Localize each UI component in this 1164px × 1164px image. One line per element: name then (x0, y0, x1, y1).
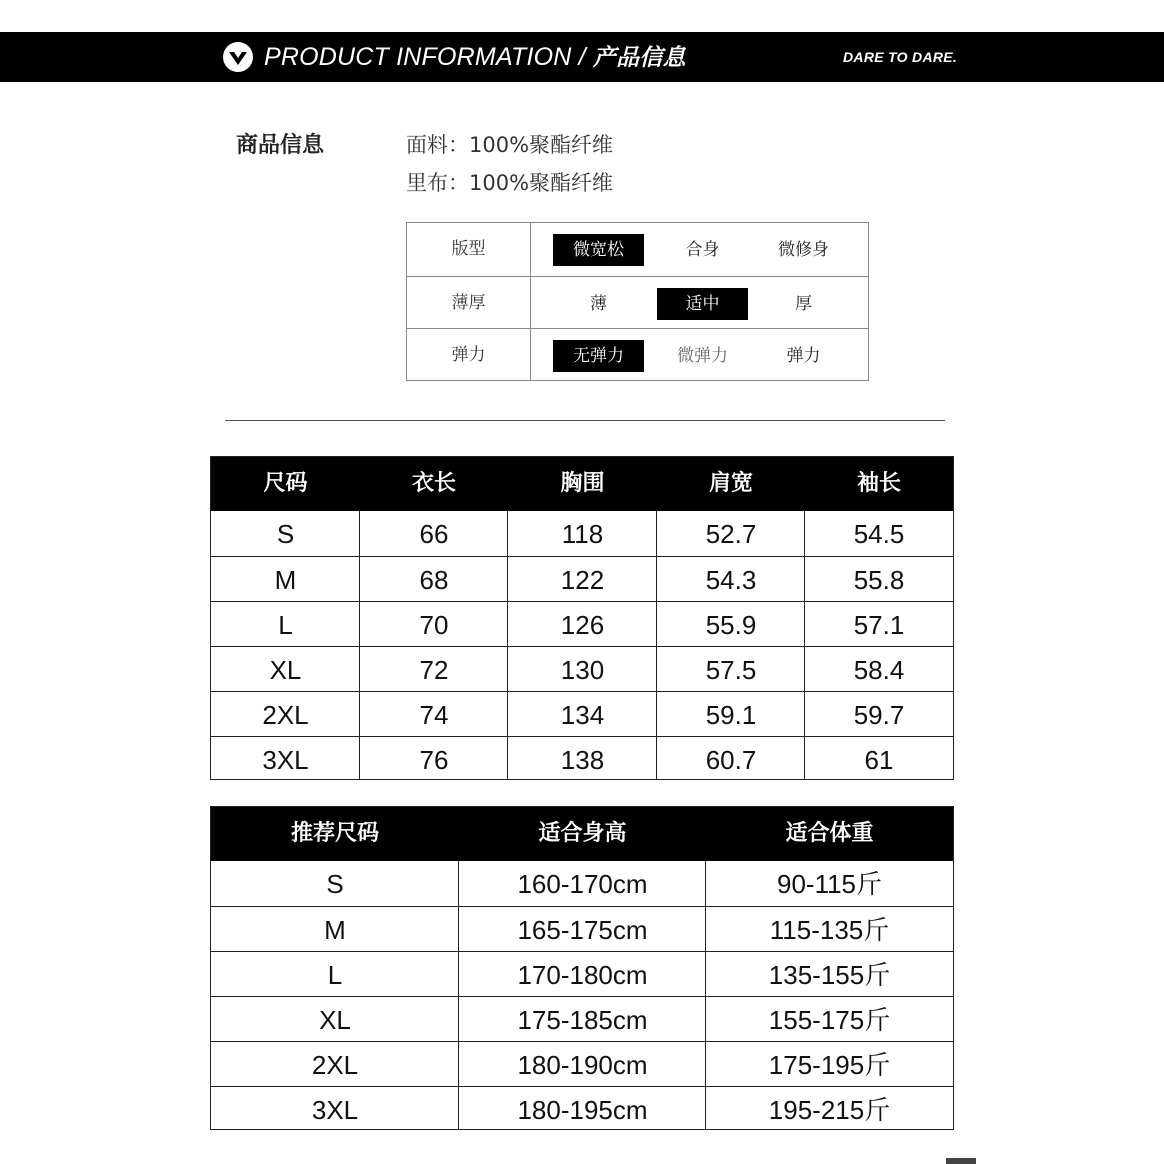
table-column-divider (458, 861, 459, 1129)
table-cell: 59.1 (705, 700, 757, 730)
size-table-header-cell: 尺码 (263, 471, 308, 496)
table-cell: 130 (560, 655, 605, 685)
table-row (211, 646, 953, 691)
attribute-label: 薄厚 (451, 293, 486, 313)
table-column-divider (507, 511, 508, 779)
table-cell: 3XL (311, 1095, 359, 1125)
table-cell: 54.3 (705, 565, 757, 595)
table-cell: 2XL (262, 700, 309, 730)
table-row (211, 906, 953, 951)
table-cell: 59.7 (853, 700, 905, 730)
table-cell: 118 (561, 519, 604, 549)
table-cell: 160-170cm (517, 869, 648, 899)
table-cell: 60.7 (705, 745, 757, 775)
table-cell: 74 (419, 700, 449, 730)
info-heading: 商品信息 (236, 133, 325, 158)
attribute-row-elasticity (407, 328, 868, 380)
table-row (211, 556, 953, 601)
attribute-row-fit (407, 223, 868, 275)
table-cell: 165-175cm (517, 915, 648, 945)
chevron-badge-icon (222, 41, 254, 73)
section-divider (225, 420, 945, 421)
lining-text: 里布：100%聚酯纤维 (406, 171, 614, 195)
table-cell: M (324, 915, 346, 945)
table-row (211, 691, 953, 736)
table-cell: 70 (419, 610, 449, 640)
table-cell: 175-195斤 (768, 1050, 891, 1080)
table-cell: 195-215斤 (768, 1095, 891, 1125)
banner-title-cn: 产品信息 (592, 45, 686, 71)
table-cell: 170-180cm (517, 960, 648, 990)
table-cell: 155-175斤 (768, 1005, 891, 1035)
attribute-option: 弹力 (786, 346, 821, 366)
table-cell: 55.8 (853, 565, 905, 595)
table-cell: 72 (419, 655, 449, 685)
banner-title-en: PRODUCT INFORMATION / (264, 43, 593, 71)
attribute-option: 合身 (685, 240, 720, 260)
table-row (211, 861, 953, 906)
table-cell: 135-155斤 (768, 960, 891, 990)
attribute-divider (530, 223, 531, 380)
table-cell: 52.7 (705, 519, 757, 549)
table-column-divider (359, 511, 360, 779)
table-cell: 138 (560, 745, 605, 775)
size-table (210, 456, 954, 780)
fabric-text: 面料：100%聚酯纤维 (406, 133, 614, 157)
attribute-option: 微弹力 (677, 346, 728, 366)
table-row (211, 511, 953, 556)
corner-mark (946, 1158, 976, 1164)
size-table-header-cell: 肩宽 (708, 471, 753, 496)
table-cell: 3XL (262, 745, 309, 775)
table-cell: L (278, 610, 293, 640)
table-cell: S (326, 869, 344, 899)
attribute-option: 微修身 (778, 240, 829, 260)
table-cell: 175-185cm (517, 1005, 648, 1035)
attribute-label: 弹力 (451, 345, 486, 365)
recommend-table-header (211, 807, 953, 861)
table-cell: 126 (560, 610, 605, 640)
table-cell: XL (269, 655, 302, 685)
table-cell: 57.5 (705, 655, 757, 685)
attribute-row-thickness (407, 276, 868, 328)
table-cell: 55.9 (705, 610, 757, 640)
table-column-divider (705, 861, 706, 1129)
table-cell: 115-135斤 (769, 915, 890, 945)
recommend-table-header-cell: 推荐尺码 (290, 821, 379, 846)
attribute-label: 版型 (451, 239, 486, 259)
size-table-header (211, 457, 953, 511)
table-cell: 2XL (311, 1050, 359, 1080)
recommend-table-header-cell: 适合体重 (785, 821, 874, 846)
table-row (211, 601, 953, 646)
table-row (211, 996, 953, 1041)
table-cell: 58.4 (853, 655, 905, 685)
size-table-header-cell: 衣长 (411, 471, 456, 496)
size-table-header-cell: 胸围 (560, 471, 605, 496)
table-cell: 90-115斤 (776, 869, 883, 899)
table-cell: 180-195cm (517, 1095, 648, 1125)
table-cell: L (327, 960, 343, 990)
table-cell: 122 (560, 565, 605, 595)
banner-title (264, 42, 686, 73)
table-cell: 66 (419, 519, 449, 549)
attribute-option: 厚 (795, 294, 812, 314)
attribute-table (406, 222, 869, 381)
table-row (211, 951, 953, 996)
table-cell: 54.5 (853, 519, 905, 549)
attribute-option: 微宽松 (553, 234, 644, 266)
table-row (211, 1086, 953, 1131)
banner-slogan: DARE TO DARE. (843, 49, 958, 65)
size-table-header-cell: 袖长 (856, 471, 901, 496)
attribute-option: 无弹力 (553, 340, 644, 372)
table-cell: 68 (419, 565, 449, 595)
table-column-divider (656, 511, 657, 779)
table-cell: 61 (864, 745, 894, 775)
recommend-table (210, 806, 954, 1130)
recommend-table-header-cell: 适合身高 (538, 821, 627, 846)
table-cell: 76 (419, 745, 449, 775)
table-cell: 180-190cm (517, 1050, 648, 1080)
attribute-option: 适中 (657, 288, 748, 320)
table-cell: 57.1 (853, 610, 905, 640)
table-cell: M (274, 565, 297, 595)
table-row (211, 1041, 953, 1086)
table-cell: S (276, 519, 295, 549)
table-row (211, 736, 953, 781)
table-cell: XL (319, 1005, 351, 1035)
header-banner (0, 32, 1164, 82)
attribute-option: 薄 (590, 294, 607, 314)
table-column-divider (804, 511, 805, 779)
table-cell: 134 (560, 700, 605, 730)
